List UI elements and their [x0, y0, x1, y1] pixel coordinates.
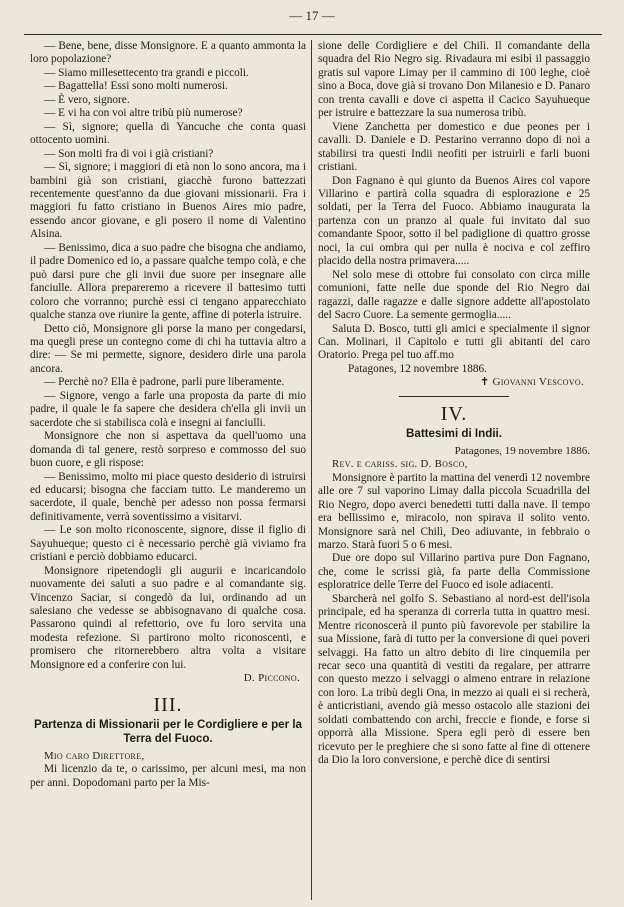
paragraph: Monsignore che non si aspettava da quell'uomo una domanda di tal genere, restò sorpreso e commosso del suo buon cuore, e gli rispose:: [30, 430, 306, 470]
paragraph: Viene Zanchetta per domestico e due peones per i cavalli. D. Daniele e D. Pestarino verranno dopo di noi a stabilirsi tra questi Indii neofiti per istruirli e farli buoni cristiani.: [318, 120, 590, 174]
section-rule: [399, 396, 509, 397]
paragraph: — È vero, signore.: [44, 93, 130, 106]
paragraph: Don Fagnano è qui giunto da Buenos Aires col vapore Villarino e partirà colla squadra di esplorazione e 25 soldati, per la Terra del Fuoco. Abbiamo inaugurata la partenza con un pranzo al quale fui invitato dal suo comandante Spoor, sotto il bel padiglione di quattro grosse noci, la cui ombra qui per nulla è nociva e col zeffiro placido della nostra primavera.....: [318, 174, 590, 268]
salutation: Mio caro Direttore,: [44, 749, 145, 762]
paragraph: — E vi ha con voi altre tribù più numerose?: [44, 107, 243, 120]
section-title: Partenza di Missionarii per le Cordigliere e per la Terra del Fuoco.: [33, 717, 303, 745]
section-numeral: III.: [153, 693, 183, 716]
paragraph: Nel solo mese di ottobre fui consolato con circa mille comunioni, fatte nelle due sponde del Rio Negro dai ragazzi, dalle ragazze e dalle signore addette all'apostolato del Sacro Cuore. La semente germoglia.....: [318, 268, 590, 322]
signature: ✝ Giovanni Vescovo.: [479, 376, 584, 389]
paragraph: — Sì, signore; i maggiori di età non lo sono ancora, ma i bambini già son cristiani, giacchè furono battezzati recentemente quest'anno da due giovani missionarii. Fra i maggiori fu fatto cristiano in Buenos Aires mio padre, essendo ancor giovane, e gli posero il nome di Valentino Alsina.: [30, 161, 306, 241]
place-date: Patagones, 12 novembre 1886.: [348, 362, 487, 375]
signature: D. Piccono.: [243, 672, 300, 685]
paragraph: Due ore dopo sul Villarino partiva pure Don Fagnano, che, come le scrissi già, fa parte della Commissione esploratrice delle Terre del Fuoco ed isole adiacenti.: [318, 552, 590, 592]
salutation: Rev. e cariss. sig. D. Bosco,: [332, 458, 468, 471]
left-column: [30, 40, 306, 790]
section-numeral: IV.: [440, 402, 468, 425]
header-rule: [24, 34, 602, 35]
paragraph: Monsignore ripetendogli gli augurii e incaricandolo nuovamente dei saluti a suo padre e al comandante sig. Vincenzo Saciar, si congedò da lui, ordinando ad un salesiano che vedesse se abbisognavano di qualche cosa. Passarono quindi al refettorio, ove fu loro servita una modesta refezione. Si partirono molto riconoscenti, e promisero che ritornerebbero altra volta a visitare Monsignore ed a conferire con lui.: [30, 564, 306, 671]
paragraph: — Benissimo, dica a suo padre che bisogna che andiamo, il padre Domenico ed io, a passare qualche tempo colà, e che può darsi pure che gli invii due suore per insegnare alle fanciulle. Allora prepareremo a ricevere il battesimo tutti coloro che vorranno; purchè essi ci tengano apparecchiato qualche stanza ove riunire la gente, affine di poterla istruire.: [30, 241, 306, 322]
paragraph: — Bene, bene, disse Monsignore. E a quanto ammonta la loro popolazione?: [30, 40, 306, 66]
paragraph: Detto ciò, Monsignore gli porse la mano per congedarsi, ma quegli prese un contegno come di chi ha tuttavia altro a dire: — Se mi permette, signore, desidero dirle una parola ancora.: [30, 322, 306, 375]
paragraph: — Benissimo, molto mi piace questo desiderio di istruirsi ed educarsi; bisogna che facciam tutto. Le manderemo un sacerdote, il quale, benchè per adesso non possa fermarsi definitivamente, verrà soventissimo a visitarvi.: [30, 470, 306, 523]
paragraph: Sbarcherà nel golfo S. Sebastiano al nord-est dell'isola principale, ed ha speranza di correrla tutta in quattro mesi. Mentre riconoscerà il punto più favorevole per stabilire la sua Missione, farà di tutto per la conversione di quei poveri selvaggi. Ha fatto un altro debito di lire cinquemila per recar seco una quantità di vestiti da regalare, per attrarre con questo mezzo i selvaggi o almeno entrare in relazione con loro. La tribù degli Ona, in mezzo ai quali ei si recherà, è anticristiani, avendo già messo ostacolo alle stazioni dei soldati combattendo con archi, freccie e fionde, e forse si opporrà alla Missione. Spera egli però di essere ben ricevuto per le preghiere che si sono fatte al fine di ottenere da Dio la loro conversione, e perchè dice di sentirsi: [318, 592, 590, 767]
section-title: Battesimi di Indii.: [406, 426, 502, 440]
paragraph: Saluta D. Bosco, tutti gli amici e specialmente il signor Can. Molinari, il Capitolo e tutti gli abitanti del caro Oratorio. Prega pel tuo aff.mo: [318, 322, 590, 362]
paragraph: — Bagattella! Essi sono molti numerosi.: [44, 80, 228, 93]
column-divider: [311, 40, 312, 900]
paragraph: — Signore, vengo a farle una proposta da parte di mio padre, il quale le fa sapere che desidera ch'ella gli invii un sacerdote che si stabilisca colà e insegni ai fanciulli.: [30, 389, 306, 429]
page-number: — 17 —: [289, 8, 335, 23]
paragraph: — Sì, signore; quella di Yancuche che conta quasi ottocento uomini.: [30, 120, 306, 147]
right-column: [318, 40, 590, 768]
paragraph: — Son molti fra di voi i già cristiani?: [44, 147, 214, 160]
paragraph: — Le son molto riconoscente, signore, disse il figlio di Sayuhueque; questo ci è necessario perchè già viviamo fra cristiani e perciò dobbiamo educarci.: [30, 524, 306, 564]
paragraph: Monsignore è partito la mattina del venerdì 12 novembre alle ore 7 sul vaporino Limay dalla piccola Scuadrilla del Rio Negro, dopo averci benedetti tutti dalla nave. Il tempo era bellissimo e, miracolo, non spirava il solito vento. Monsignore sarà nel Chilì, Deo adiuvante, in febbraio o marzo. Starà fuori 5 o 6 mesi.: [318, 471, 590, 551]
letter-date: Patagones, 19 novembre 1886.: [454, 444, 590, 457]
paragraph: — Siamo millesettecento tra grandi e piccoli.: [44, 66, 249, 79]
paragraph: — Perchè no? Ella è padrone, parli pure liberamente.: [44, 376, 285, 389]
paragraph: sione delle Cordigliere e del Chilì. Il comandante della squadra del Rio Negro sig. Rivadaura mi esibì il passaggio gratis sul vapore Limay per il cammino di 100 leghe, cioè sino a Boca, dove già si trovano Don Milanesio e D. Panaro con trenta cavalli e dove ci aspetta il Cacico Sayuhueque per istruire e battezzare la sua numerosa tribù.: [318, 40, 590, 120]
paragraph: Mi licenzio da te, o carissimo, per alcuni mesi, ma non per anni. Dopodomani parto per la Mis-: [30, 763, 306, 789]
